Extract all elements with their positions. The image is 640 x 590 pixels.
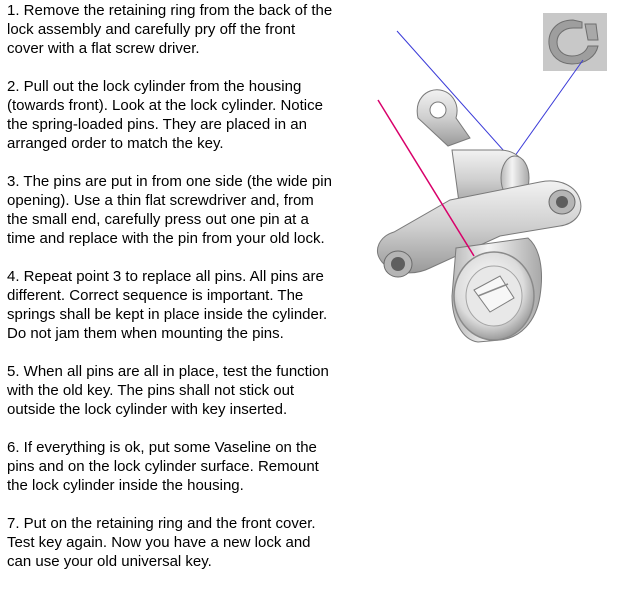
- step-3: 3. The pins are put in from one side (the wide pin opening). Use a thin flat screwdriver and, from the small end, carefully press out one pin at a time and replace with the pin from your old lock.: [7, 173, 332, 247]
- step-7: 7. Put on the retaining ring and the front cover. Test key again. Now you have a new lock and can use your old universal key.: [7, 515, 316, 570]
- step-1: 1. Remove the retaining ring from the back of the lock assembly and carefully pry off the front cover with a flat screw driver.: [7, 2, 333, 57]
- step-6: 6. If everything is ok, put some Vaseline on the pins and on the lock cylinder surface. Remount the lock cylinder inside the housing.: [7, 439, 319, 494]
- lock-housing: [378, 90, 581, 342]
- retaining-ring-icon: [549, 20, 598, 64]
- step-2: 2. Pull out the lock cylinder from the housing (towards front). Look at the lock cylinder. Notice the spring-loaded pins. They are placed in an arranged order to match the key.: [7, 78, 323, 152]
- step-4: 4. Repeat point 3 to replace all pins. All pins are different. Correct sequence is important. The springs shall be kept in place inside the cylinder. Do not jam them when mounting the pins.: [7, 268, 328, 342]
- step-5: 5. When all pins are all in place, test the function with the old key. The pins shall not stick out outside the lock cylinder with key inserted.: [7, 363, 329, 418]
- pointer-line-ring-2: [512, 60, 583, 160]
